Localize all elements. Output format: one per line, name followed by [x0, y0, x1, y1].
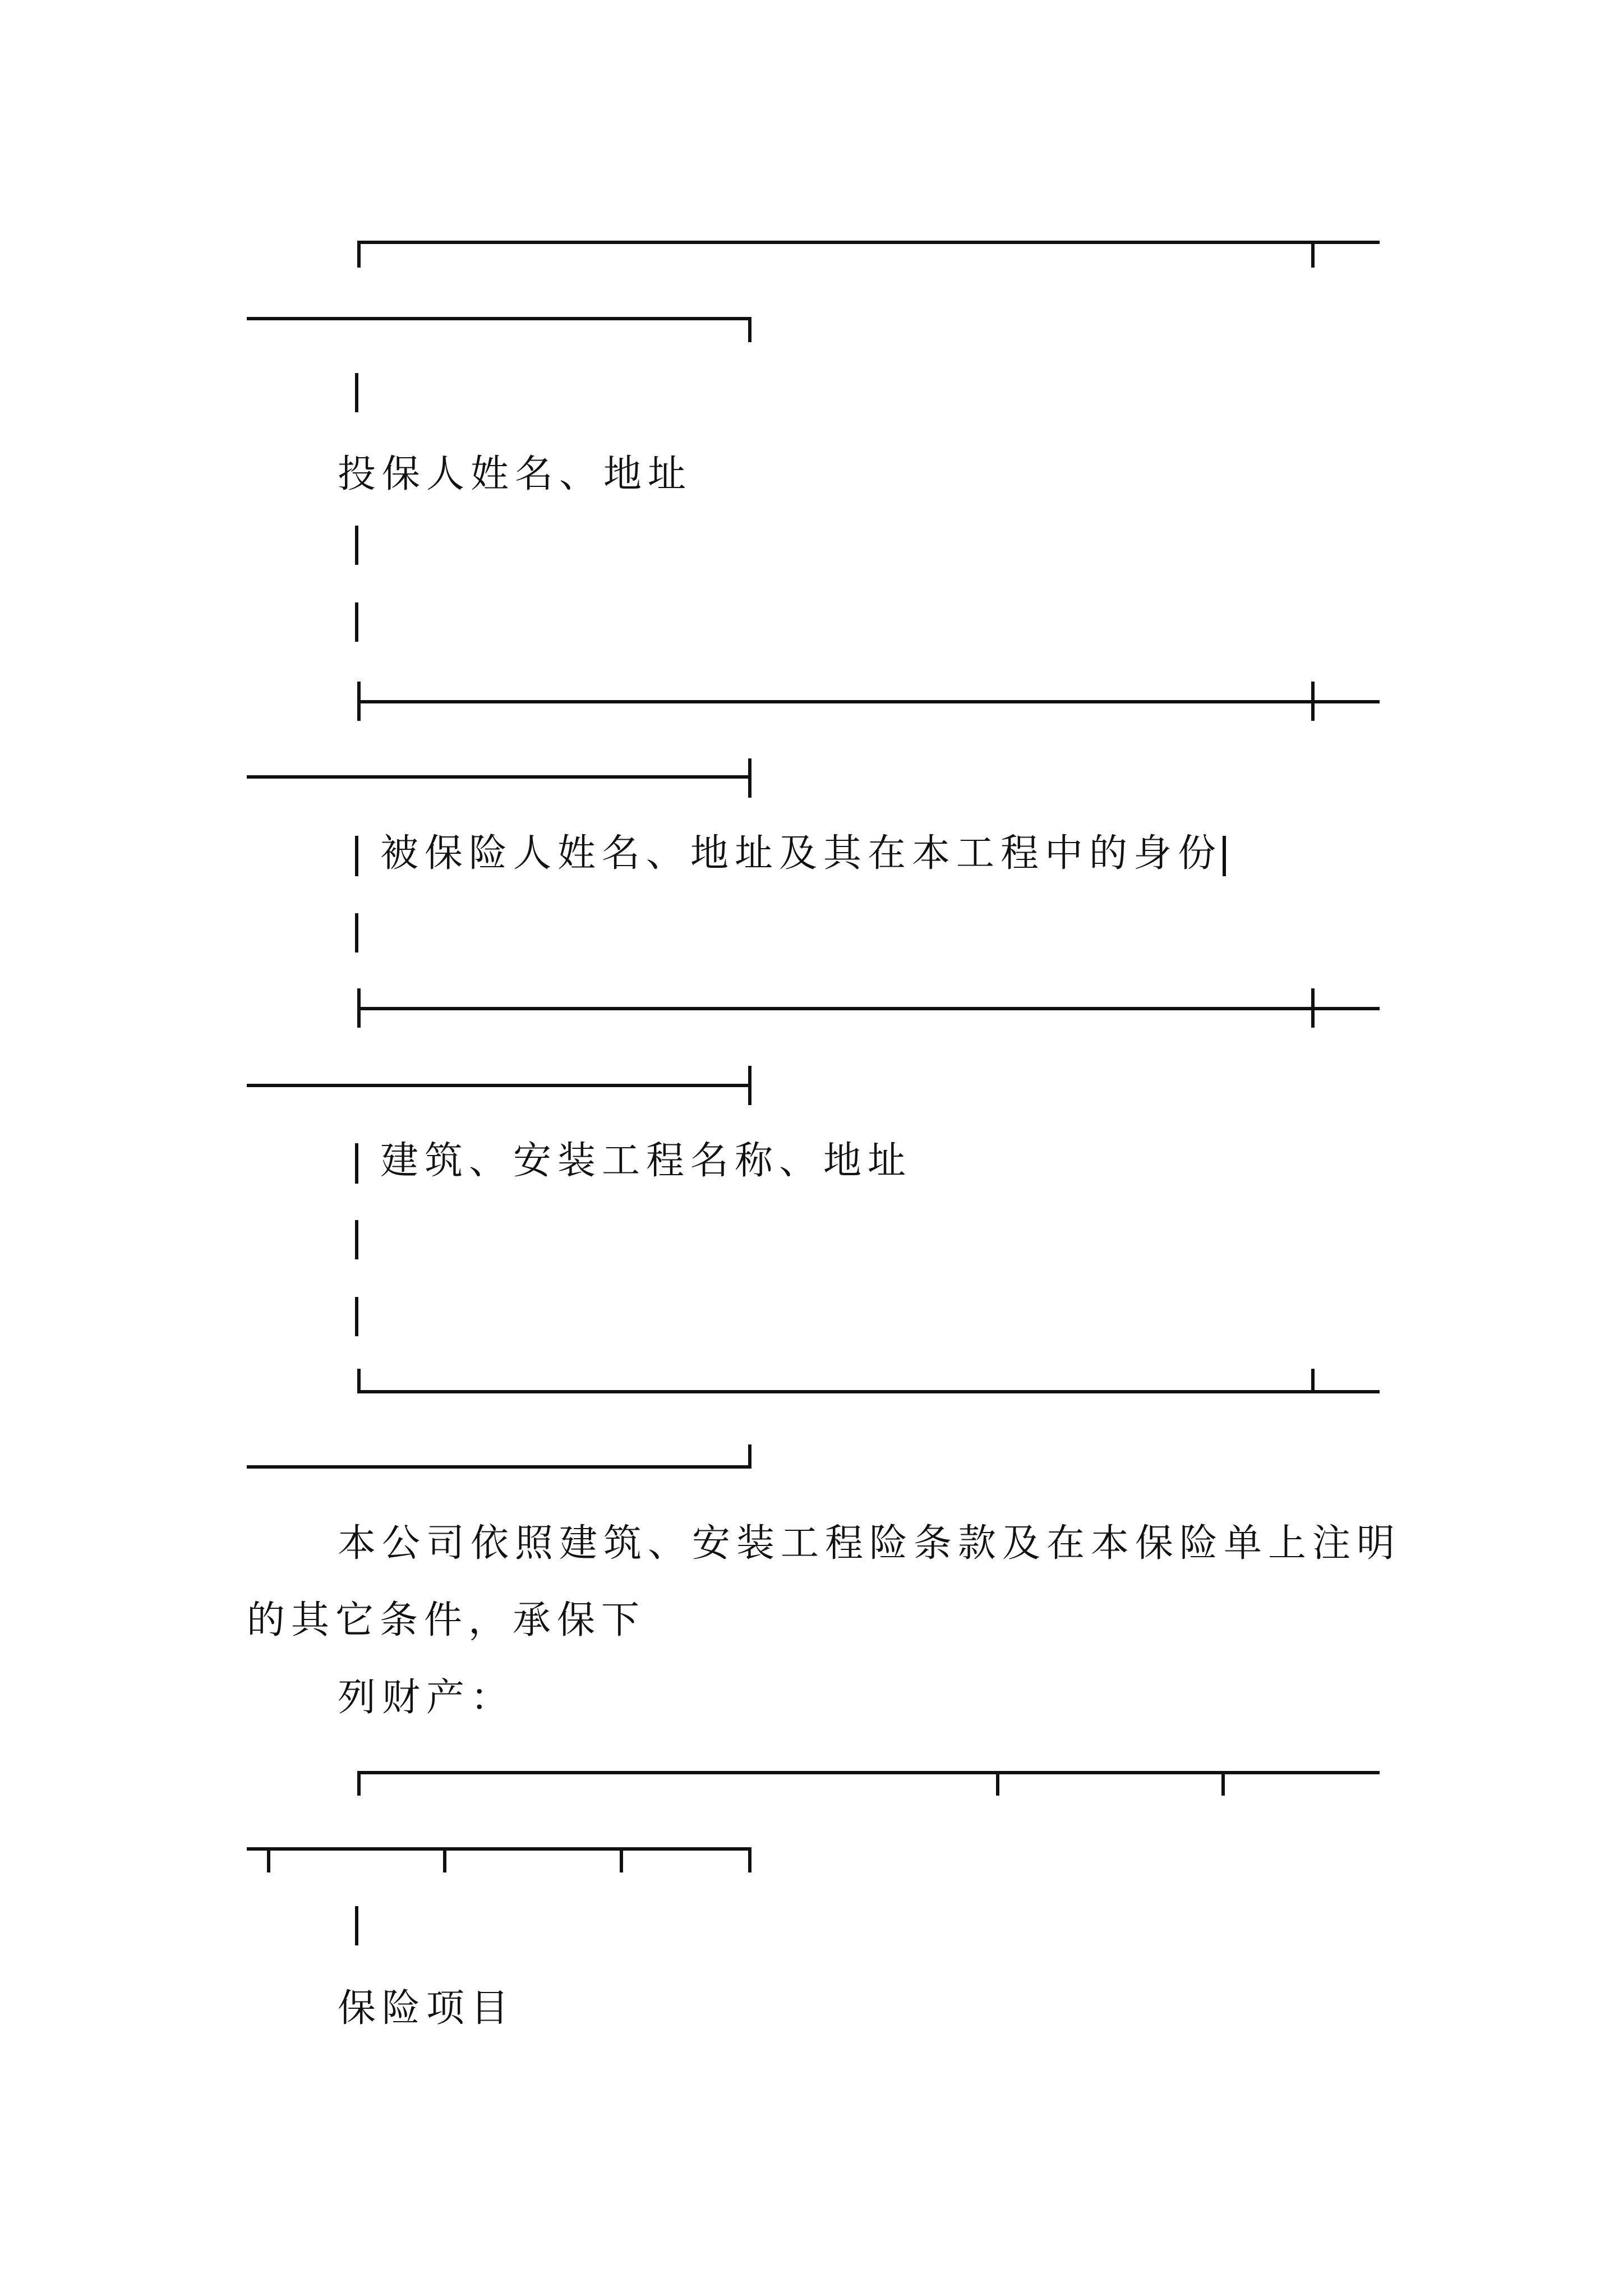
items-table-left-border	[355, 1906, 358, 1945]
table-left-border	[355, 1220, 358, 1259]
table-bottom-junction	[1311, 1369, 1315, 1393]
table-left-border	[355, 1143, 358, 1184]
items-table-right-tick	[748, 1847, 751, 1872]
table-divider-junction	[1311, 988, 1315, 1028]
statement-line-2: 的其它条件，承保下	[247, 1598, 646, 1642]
items-table-top-border	[357, 1771, 1380, 1774]
table-right-tick	[748, 1066, 751, 1105]
table-right-border	[1223, 836, 1226, 876]
items-table-column-tick	[620, 1847, 623, 1872]
table-right-tick	[748, 317, 751, 342]
table-bottom-border	[357, 1390, 1380, 1393]
table-left-border	[355, 836, 358, 876]
table-bottom-right-corner	[748, 1444, 751, 1469]
table-left-border	[355, 913, 358, 953]
applicant-name-address-label: 投保人姓名、地址	[338, 452, 693, 496]
table-left-border	[355, 373, 358, 412]
table-divider-left-tick	[357, 682, 361, 721]
table-junction-tick	[1311, 241, 1315, 268]
table-row-divider-wrap	[247, 775, 751, 779]
table-row-divider-wrap	[247, 1084, 751, 1087]
table-corner-tick	[357, 241, 361, 268]
table-divider-junction	[1311, 682, 1315, 721]
items-table-column-tick	[1221, 1771, 1225, 1796]
table-right-tick	[748, 758, 751, 798]
insured-details-label: 被保险人姓名、地址及其在本工程中的身份	[380, 831, 1223, 876]
statement-line-3: 列财产：	[338, 1676, 515, 1720]
insured-items-label: 保险项目	[338, 1986, 515, 2031]
table-divider-left-tick	[357, 988, 361, 1028]
table-top-border	[357, 241, 1380, 244]
table-row-divider	[357, 700, 1380, 703]
table-left-border	[355, 602, 358, 642]
statement-line-1: 本公司依照建筑、安装工程险条款及在本保险单上注明	[338, 1521, 1401, 1566]
table-row-divider	[357, 1007, 1380, 1010]
items-table-top-border-wrap	[247, 1847, 751, 1851]
items-table-corner-tick	[357, 1771, 361, 1796]
table-bottom-left-corner	[357, 1369, 361, 1393]
table-bottom-border-wrap	[247, 1465, 751, 1469]
items-table-column-tick	[267, 1847, 270, 1872]
items-table-column-tick	[996, 1771, 999, 1796]
table-left-border	[355, 526, 358, 565]
table-left-border	[355, 1297, 358, 1336]
table-top-border-wrap	[247, 317, 751, 320]
project-name-address-label: 建筑、安装工程名称、地址	[380, 1139, 912, 1183]
items-table-column-tick	[443, 1847, 446, 1872]
